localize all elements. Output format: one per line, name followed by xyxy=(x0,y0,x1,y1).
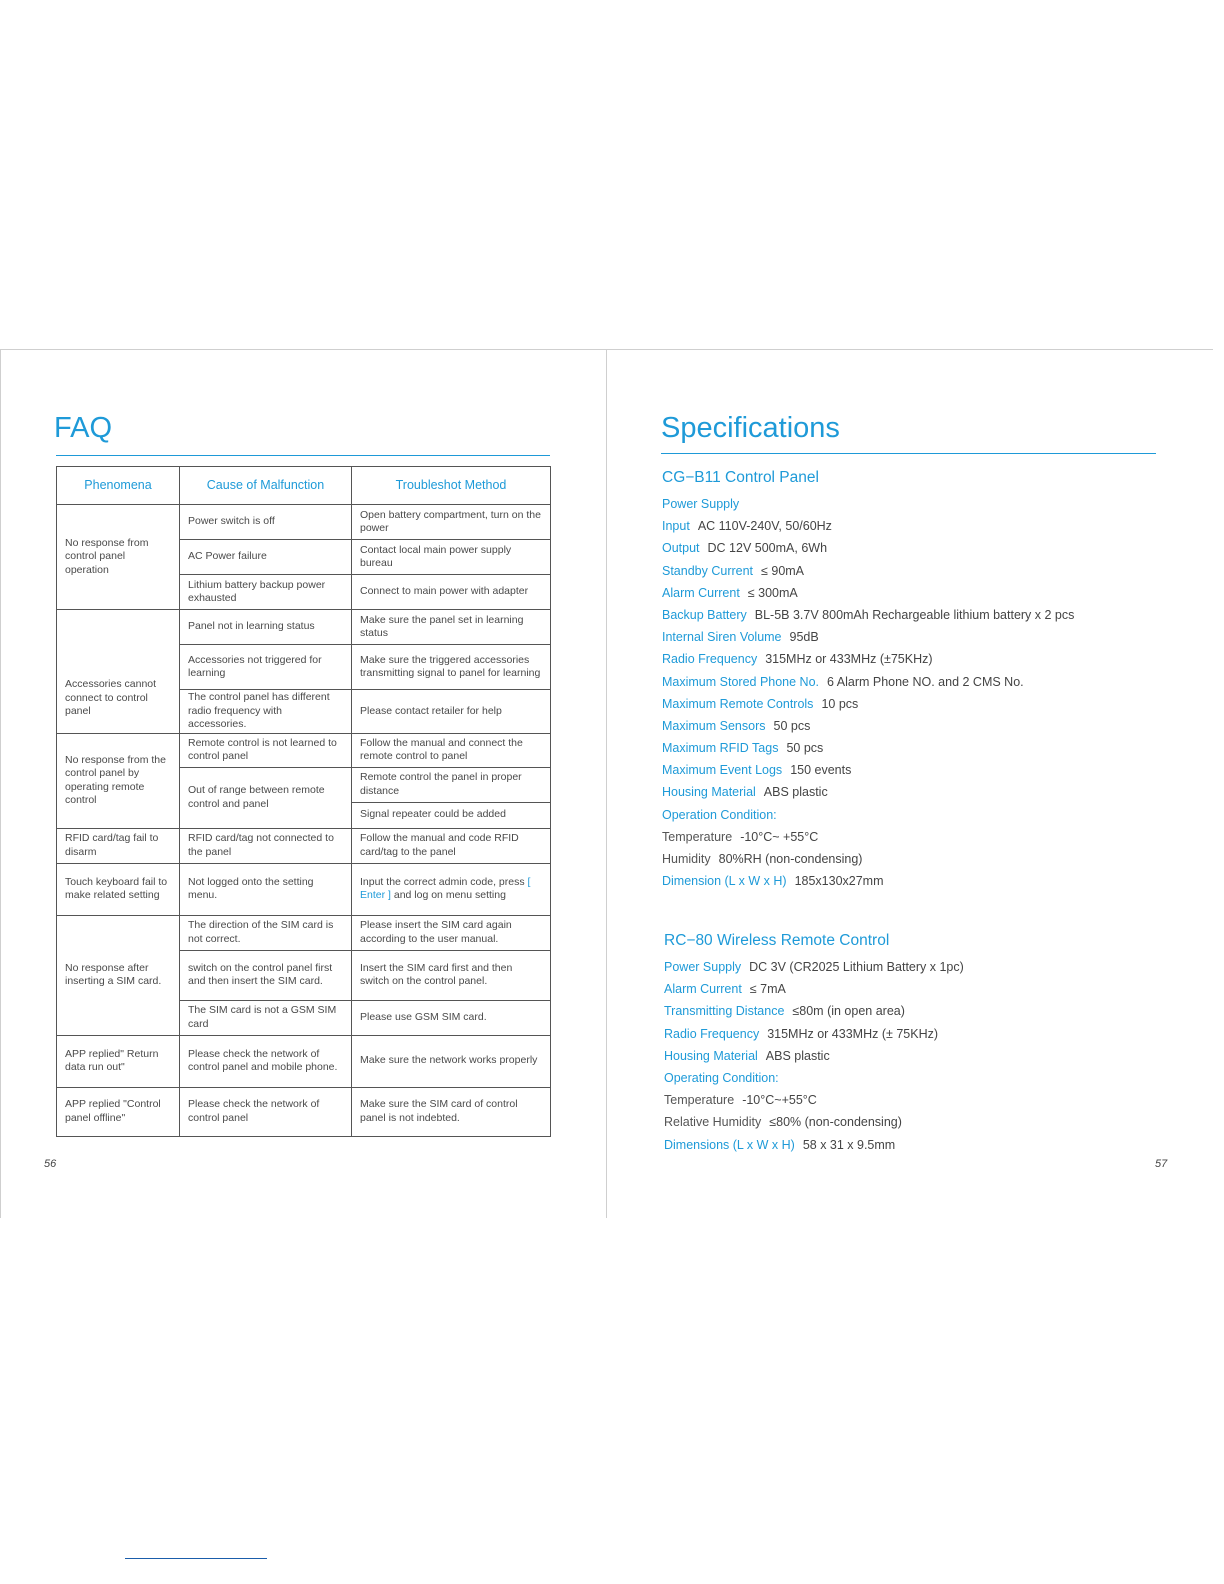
spec-label: Power Supply xyxy=(664,960,742,974)
cause-cell: Please check the network of control panel and mobile phone. xyxy=(180,1035,352,1087)
spec-label: Output xyxy=(662,541,700,556)
faq-title-rule xyxy=(56,455,550,456)
cause-cell: The direction of the SIM card is not correct. xyxy=(180,915,352,950)
spec-row xyxy=(662,648,1074,670)
spec-row xyxy=(664,1000,964,1022)
spec-value: ≤ 7mA xyxy=(749,982,786,997)
method-cell: Follow the manual and connect the remote control to panel xyxy=(352,733,551,767)
spec-row xyxy=(662,537,1074,559)
spec-value: 95dB xyxy=(789,630,819,645)
spec-row xyxy=(664,1134,964,1156)
cause-cell: Power switch is off xyxy=(180,505,352,540)
phenomenon-cell: No response from control panel operation xyxy=(57,505,180,610)
phenomenon-cell: Touch keyboard fail to make related setting xyxy=(57,863,180,915)
spec-label: Operation Condition: xyxy=(662,807,777,822)
spec-value: ≤80m (in open area) xyxy=(792,1004,905,1019)
spec-row xyxy=(664,1111,964,1133)
table-row xyxy=(57,610,551,645)
spec-row xyxy=(662,515,1074,537)
footer-underline xyxy=(125,1558,267,1559)
remote-control-specs xyxy=(664,932,964,1156)
table-row xyxy=(57,733,551,767)
control-panel-heading: CG−B11 Control Panel xyxy=(662,469,819,486)
spec-row xyxy=(662,693,1074,715)
cause-cell: AC Power failure xyxy=(180,540,352,575)
method-cell: Remote control the panel in proper distance xyxy=(352,767,551,802)
spec-label: Internal Siren Volume xyxy=(662,630,782,645)
spec-value: 50 pcs xyxy=(773,718,811,733)
spec-value: -10°C~ +55°C xyxy=(740,829,819,844)
spec-row xyxy=(662,715,1074,737)
spec-value: ≤ 90mA xyxy=(761,563,805,578)
cause-cell: Lithium battery backup power exhausted xyxy=(180,575,352,610)
enter-key-highlight: [ Enter ] xyxy=(360,875,531,901)
method-cell: Make sure the network works properly xyxy=(352,1035,551,1087)
method-cell: Connect to main power with adapter xyxy=(352,575,551,610)
table-row xyxy=(57,863,551,915)
spec-label: Maximum Remote Controls xyxy=(662,696,814,711)
spec-row xyxy=(662,626,1074,648)
cause-cell: Accessories not triggered for learning xyxy=(180,645,352,690)
spec-label: Alarm Current xyxy=(664,982,742,997)
method-cell: Make sure the triggered accessories transmitting signal to panel for learning xyxy=(352,645,551,690)
method-cell: Please contact retailer for help xyxy=(352,690,551,734)
spec-label: Housing Material xyxy=(662,785,756,800)
cause-cell: Out of range between remote control and panel xyxy=(180,767,352,828)
spec-label: Maximum Stored Phone No. xyxy=(662,674,820,689)
table-row xyxy=(57,1087,551,1136)
cause-cell: Not logged onto the setting menu. xyxy=(180,863,352,915)
spec-label: Maximum RFID Tags xyxy=(662,741,779,756)
faq-table xyxy=(56,466,551,1137)
spec-value: 58 x 31 x 9.5mm xyxy=(802,1137,896,1152)
cause-cell: The control panel has different radio frequency with accessories. xyxy=(180,690,352,734)
table-row xyxy=(57,915,551,950)
method-cell: Please insert the SIM card again according to the user manual. xyxy=(352,915,551,950)
spec-value: 80%RH (non-condensing) xyxy=(718,852,863,866)
method-cell: Make sure the SIM card of control panel is not indebted. xyxy=(352,1087,551,1136)
header-cause: Cause of Malfunction xyxy=(180,467,352,505)
spec-value: AC 110V-240V, 50/60Hz xyxy=(697,519,832,534)
page-number-right: 57 xyxy=(1155,1158,1168,1170)
method-cell: Open battery compartment, turn on the power xyxy=(352,505,551,540)
spec-label: Dimension (L x W x H) xyxy=(662,874,787,889)
page-gutter xyxy=(606,350,607,1218)
spec-value: 6 Alarm Phone NO. and 2 CMS No. xyxy=(827,674,1024,689)
spec-value: ≤ 300mA xyxy=(747,585,798,600)
left-page-edge xyxy=(0,350,1,1218)
spec-row xyxy=(664,1045,964,1067)
cause-cell: Remote control is not learned to control panel xyxy=(180,733,352,767)
spec-label: Humidity xyxy=(662,852,711,866)
spec-row xyxy=(662,493,1074,515)
spec-label: Radio Frequency xyxy=(664,1026,760,1041)
spec-value: 315MHz or 433MHz (± 75KHz) xyxy=(767,1026,939,1041)
spec-row xyxy=(662,737,1074,759)
spec-label: Radio Frequency xyxy=(662,652,758,667)
spec-row xyxy=(662,848,1074,870)
method-cell: Insert the SIM card first and then switch on the control panel. xyxy=(352,950,551,1000)
spec-row xyxy=(664,956,964,978)
spec-row xyxy=(664,1067,964,1089)
spec-value: 185x130x27mm xyxy=(794,874,884,889)
header-method: Troubleshot Method xyxy=(352,467,551,505)
spec-row xyxy=(662,804,1074,826)
spec-label: Power Supply xyxy=(662,497,740,511)
page-number-left: 56 xyxy=(44,1158,57,1170)
phenomenon-cell: APP replied" Return data run out" xyxy=(57,1035,180,1087)
spec-value: 150 events xyxy=(790,763,852,778)
spec-value: 50 pcs xyxy=(786,741,824,756)
method-cell: Input the correct admin code, press [ Enter ] and log on menu setting xyxy=(352,863,551,915)
method-cell: Please use GSM SIM card. xyxy=(352,1000,551,1035)
spec-value: ABS plastic xyxy=(765,1048,830,1063)
faq-header-row xyxy=(57,467,551,505)
spec-value: 315MHz or 433MHz (±75KHz) xyxy=(765,652,933,667)
phenomenon-cell: RFID card/tag fail to disarm xyxy=(57,828,180,863)
spec-row xyxy=(662,870,1074,892)
spec-label: Backup Battery xyxy=(662,607,747,622)
faq-title: FAQ xyxy=(54,412,113,444)
phenomenon-cell: No response from the control panel by operating remote control xyxy=(57,733,180,828)
control-panel-specs xyxy=(662,469,1074,892)
spec-label: Maximum Event Logs xyxy=(662,763,783,778)
spec-value: ≤80% (non-condensing) xyxy=(769,1115,902,1130)
table-row xyxy=(57,505,551,540)
method-cell: Contact local main power supply bureau xyxy=(352,540,551,575)
phenomenon-cell: No response after inserting a SIM card. xyxy=(57,915,180,1035)
method-cell: Signal repeater could be added xyxy=(352,802,551,828)
spec-value: 10 pcs xyxy=(821,696,859,711)
table-row xyxy=(57,1035,551,1087)
phenomenon-cell: Accessories cannot connect to control panel xyxy=(57,610,180,734)
spec-row xyxy=(662,604,1074,626)
cause-cell: switch on the control panel first and then insert the SIM card. xyxy=(180,950,352,1000)
spec-row xyxy=(662,582,1074,604)
phenomenon-cell: APP replied "Control panel offline" xyxy=(57,1087,180,1136)
spec-row xyxy=(662,781,1074,803)
spec-row xyxy=(664,1023,964,1045)
spec-row xyxy=(662,759,1074,781)
cause-cell: Please check the network of control panel xyxy=(180,1087,352,1136)
spec-value: BL-5B 3.7V 800mAh Rechargeable lithium battery x 2 pcs xyxy=(754,607,1075,622)
spec-label: Alarm Current xyxy=(662,585,740,600)
spec-row xyxy=(664,978,964,1000)
spec-row xyxy=(662,826,1074,848)
cause-cell: The SIM card is not a GSM SIM card xyxy=(180,1000,352,1035)
header-phenomena: Phenomena xyxy=(57,467,180,505)
spec-label: Standby Current xyxy=(662,563,754,578)
spec-row xyxy=(662,560,1074,582)
method-cell: Follow the manual and code RFID card/tag to the panel xyxy=(352,828,551,863)
spec-label: Input xyxy=(662,519,690,534)
specifications-title-rule xyxy=(661,453,1156,454)
spec-label: Temperature xyxy=(662,829,733,844)
spec-value: DC 12V 500mA, 6Wh xyxy=(707,541,828,556)
spec-label: Maximum Sensors xyxy=(662,718,766,733)
cause-cell: Panel not in learning status xyxy=(180,610,352,645)
method-cell: Make sure the panel set in learning status xyxy=(352,610,551,645)
specifications-title: Specifications xyxy=(661,412,840,444)
spec-value: -10°C~+55°C xyxy=(742,1093,817,1108)
spec-row xyxy=(664,1089,964,1111)
table-row xyxy=(57,828,551,863)
spec-label: Dimensions (L x W x H) xyxy=(664,1137,795,1152)
cause-cell: RFID card/tag not connected to the panel xyxy=(180,828,352,863)
spec-label: Transmitting Distance xyxy=(664,1004,785,1019)
spec-label: Relative Humidity xyxy=(664,1115,762,1130)
spec-label: Temperature xyxy=(664,1093,735,1108)
spec-value: DC 3V (CR2025 Lithium Battery x 1pc) xyxy=(749,960,964,974)
spec-label: Operating Condition: xyxy=(664,1070,779,1085)
spec-row xyxy=(662,671,1074,693)
remote-control-heading: RC−80 Wireless Remote Control xyxy=(664,932,890,949)
spec-label: Housing Material xyxy=(664,1048,758,1063)
spec-value: ABS plastic xyxy=(763,785,828,800)
